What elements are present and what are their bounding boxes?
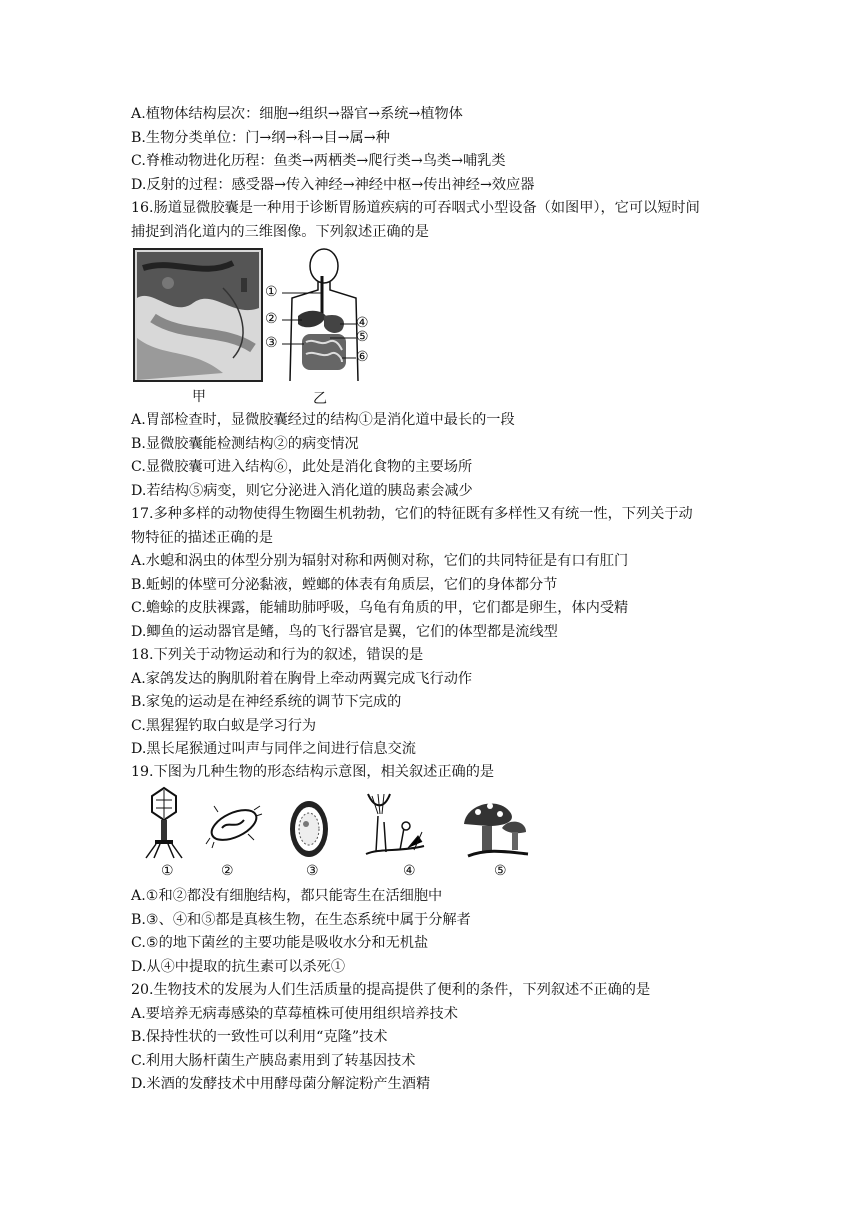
q20-option-b: B.保持性状的一致性可以利用“克隆”技术	[131, 1029, 388, 1045]
organ-label-1: ①	[265, 284, 278, 300]
organism-label-1: ①	[161, 863, 174, 879]
organism-label-2: ②	[221, 863, 234, 879]
q20-option-d: D.米酒的发酵技术中用酵母菌分解淀粉产生酒精	[131, 1076, 431, 1092]
q16-stem-line-2: 捕捉到消化道内的三维图像。下列叙述正确的是	[131, 224, 429, 240]
q16-option-d: D.若结构⑤病变，则它分泌进入消化道的胰岛素会减少	[131, 483, 473, 499]
q18-option-c: C.黑猩猩钓取白蚁是学习行为	[131, 718, 317, 734]
organism-label-3: ③	[306, 863, 319, 879]
q19-option-a: A.①和②都没有细胞结构，都只能寄生在活细胞中	[131, 888, 443, 904]
q17-option-c: C.蟾蜍的皮肤裸露，能辅助肺呼吸，乌龟有角质的甲，它们都是卵生，体内受精	[131, 600, 629, 616]
penicillium-figure	[360, 788, 428, 858]
q17-option-d: D.鲫鱼的运动器官是鳍，鸟的飞行器官是翼，它们的体型都是流线型	[131, 624, 558, 640]
organism-label-4: ④	[403, 863, 416, 879]
organ-label-2: ②	[265, 311, 278, 327]
mushroom-figure	[458, 794, 530, 860]
q20-option-a: A.要培养无病毒感染的草莓植株可使用组织培养技术	[131, 1006, 458, 1022]
q19-option-d: D.从④中提取的抗生素可以杀死①	[131, 959, 346, 975]
q16-option-b: B.显微胶囊能检测结构②的病变情况	[131, 436, 359, 452]
q17-stem-line-2: 物特征的描述正确的是	[131, 530, 273, 546]
q18-option-a: A.家鸽发达的胸肌附着在胸骨上牵动两翼完成飞行动作	[131, 671, 473, 687]
q16-option-a: A.胃部检查时，显微胶囊经过的结构①是消化道中最长的一段	[131, 412, 515, 428]
capsule-photo	[133, 248, 263, 384]
bacteriophage-figure	[140, 784, 188, 860]
q16-option-c: C.显微胶囊可进入结构⑥，此处是消化食物的主要场所	[131, 459, 473, 475]
q17-stem-line-1: 17.多种多样的动物使得生物圈生机勃勃，它们的特征既有多样性又有统一性，下列关于动	[131, 506, 693, 522]
q16-stem-line-1: 16.肠道显微胶囊是一种用于诊断胃肠道疾病的可吞咽式小型设备（如图甲），它可以短时间	[131, 200, 700, 216]
q15-option-a: A.植物体结构层次：细胞→组织→器官→系统→植物体	[131, 106, 463, 122]
figure-jia-caption: 甲	[192, 389, 206, 405]
q19-option-b: B.③、④和⑤都是真核生物，在生态系统中属于分解者	[131, 912, 471, 928]
organ-label-5: ⑤	[356, 329, 369, 345]
q15-option-b: B.生物分类单位：门→纲→科→目→属→种	[131, 130, 390, 146]
q15-option-c: C.脊椎动物进化历程：鱼类→两栖类→爬行类→鸟类→哺乳类	[131, 153, 506, 169]
q19-option-c: C.⑤的地下菌丝的主要功能是吸收水分和无机盐	[131, 935, 429, 951]
q17-option-b: B.蚯蚓的体壁可分泌黏液，螳螂的体表有角质层，它们的身体都分节	[131, 577, 558, 593]
q18-option-b: B.家兔的运动是在神经系统的调节下完成的	[131, 694, 402, 710]
q15-option-d: D.反射的过程：感受器→传入神经→神经中枢→传出神经→效应器	[131, 177, 535, 193]
bacterium-figure	[204, 800, 264, 850]
q20-stem: 20.生物技术的发展为人们生活质量的提高提供了便利的条件，下列叙述不正确的是	[131, 982, 651, 998]
yeast-cell-figure	[286, 798, 332, 860]
organ-label-6: ⑥	[356, 349, 369, 365]
figure-yi-caption: 乙	[313, 391, 327, 407]
organ-label-4: ④	[356, 315, 369, 331]
q20-option-c: C.利用大肠杆菌生产胰岛素用到了转基因技术	[131, 1053, 416, 1069]
organism-label-5: ⑤	[494, 863, 507, 879]
q19-stem: 19.下图为几种生物的形态结构示意图，相关叙述正确的是	[131, 764, 495, 780]
q18-stem: 18.下列关于动物运动和行为的叙述，错误的是	[131, 647, 424, 663]
organ-label-3: ③	[265, 335, 278, 351]
q18-option-d: D.黑长尾猴通过叫声与同伴之间进行信息交流	[131, 741, 416, 757]
q17-option-a: A.水螅和涡虫的体型分别为辐射对称和两侧对称，它们的共同特征是有口有肛门	[131, 553, 629, 569]
